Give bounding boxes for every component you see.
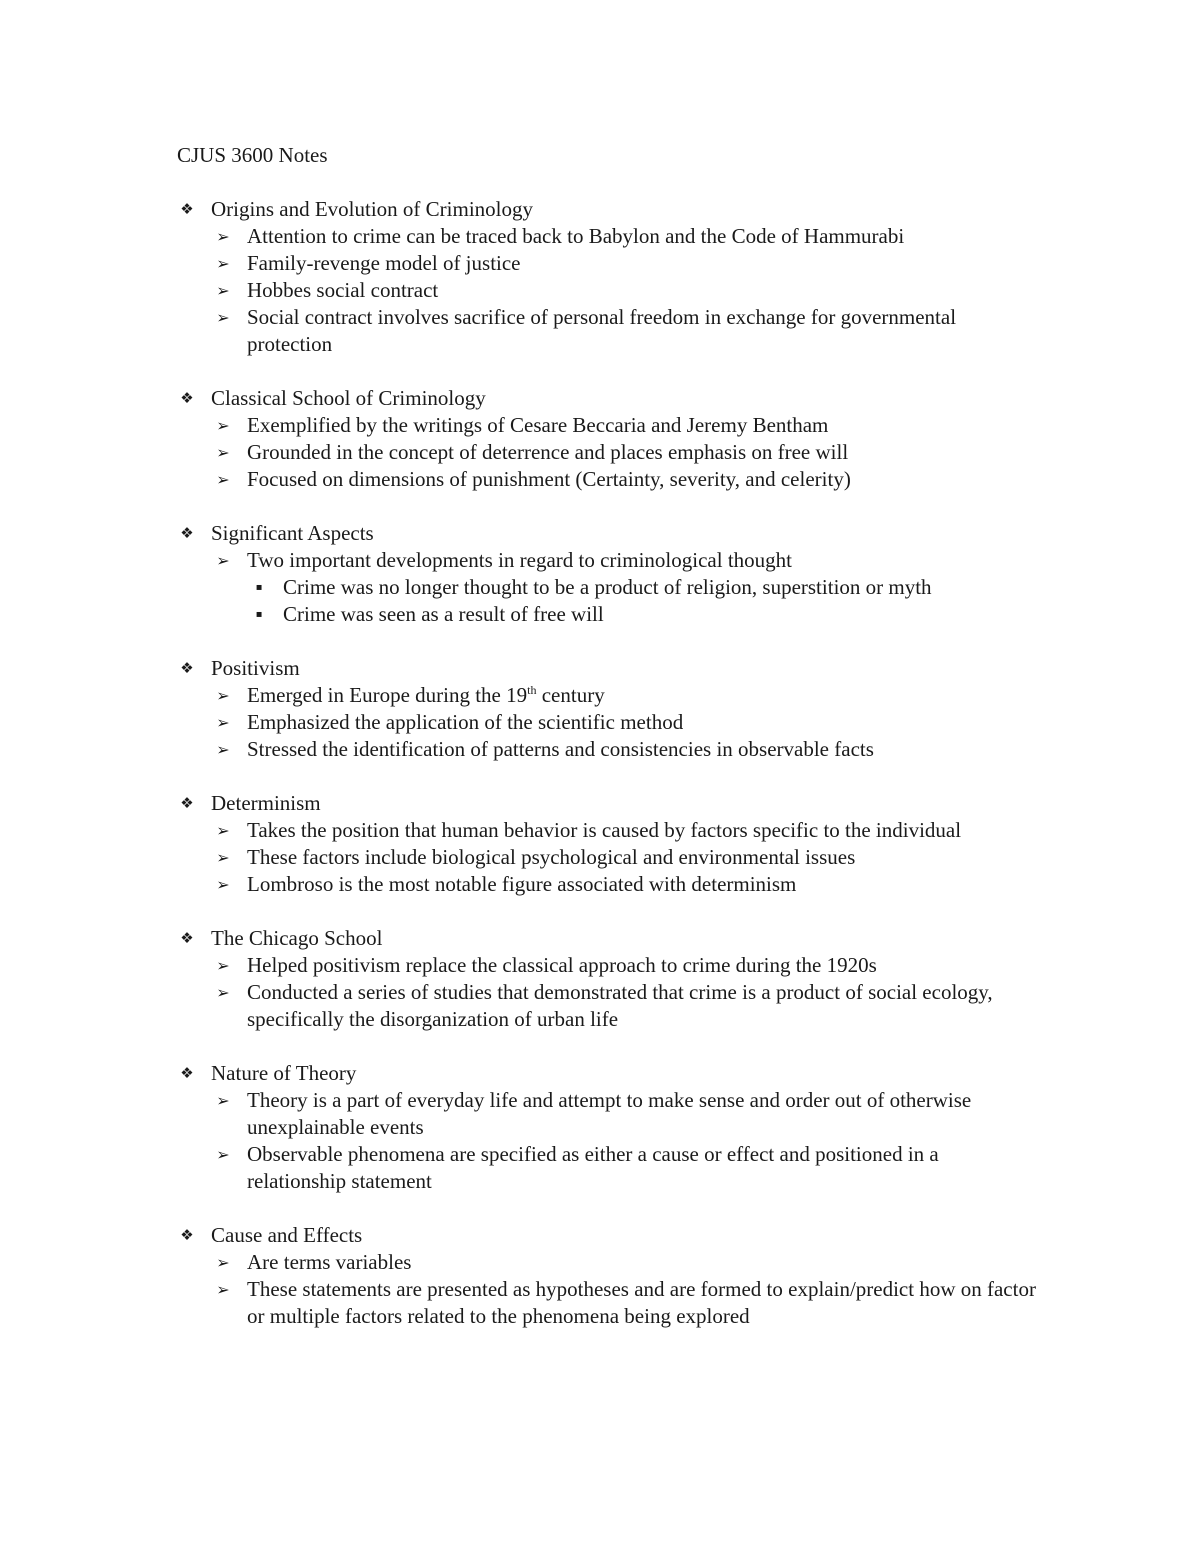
bullet-item [177,1141,1037,1195]
section-heading-text: Nature of Theory [211,1061,357,1085]
bullet-text: Helped positivism replace the classical approach to crime during the 1920s [247,953,877,977]
bullet-item [177,547,1037,574]
section-heading-text: Significant Aspects [211,521,374,545]
bullet-item [177,466,1037,493]
bullet-text: Social contract involves sacrifice of personal freedom in exchange for governmental protection [247,305,957,356]
superscript-ordinal: th [527,683,537,697]
outline-section [177,1060,1037,1195]
arrow-bullet-icon: ➢ [216,254,230,273]
bullet-item [177,682,1037,709]
bullet-text: Emerged in Europe during the 19 [247,683,528,707]
bullet-text: Family-revenge model of justice [247,251,521,275]
bullet-item [177,979,1037,1033]
bullet-item [177,304,1037,358]
section-heading [177,1222,1037,1249]
diamond-bullet-icon: ❖ [180,794,194,812]
diamond-bullet-icon: ❖ [180,524,194,542]
bullet-item [177,223,1037,250]
bullet-item [177,277,1037,304]
bullet-text: Takes the position that human behavior is caused by factors specific to the individual [247,818,962,842]
bullet-text: Are terms variables [247,1250,412,1274]
square-bullet-icon: ▪ [255,582,263,593]
bullet-text: Two important developments in regard to criminological thought [247,548,792,572]
bullet-text: These statements are presented as hypotheses and are formed to explain/predict how on factor or multiple factors related to the phenomena being explored [247,1277,1036,1328]
document-title: CJUS 3600 Notes [177,143,328,167]
outline-section [177,520,1037,628]
arrow-bullet-icon: ➢ [216,1091,230,1110]
bullet-item [177,817,1037,844]
section-heading [177,196,1037,223]
arrow-bullet-icon: ➢ [216,875,230,894]
section-heading-text: Cause and Effects [211,1223,363,1247]
arrow-bullet-icon: ➢ [216,227,230,246]
section-heading-text: Origins and Evolution of Criminology [211,197,533,221]
diamond-bullet-icon: ❖ [180,200,194,218]
outline-section [177,925,1037,1033]
bullet-text: Attention to crime can be traced back to Babylon and the Code of Hammurabi [247,224,905,248]
arrow-bullet-icon: ➢ [216,1253,230,1272]
arrow-bullet-icon: ➢ [216,470,230,489]
arrow-bullet-icon: ➢ [216,1145,230,1164]
bullet-text: Stressed the identification of patterns and consistencies in observable facts [247,737,874,761]
bullet-item [177,844,1037,871]
bullet-item [177,871,1037,898]
section-heading-text: The Chicago School [211,926,383,950]
section-heading [177,925,1037,952]
arrow-bullet-icon: ➢ [216,740,230,759]
bullet-text: Exemplified by the writings of Cesare Beccaria and Jeremy Bentham [247,413,829,437]
outline-section [177,790,1037,898]
bullet-text: Focused on dimensions of punishment (Certainty, severity, and celerity) [247,467,851,491]
section-heading-text: Classical School of Criminology [211,386,486,410]
sub-bullet-item [177,574,1037,601]
section-heading-text: Positivism [211,656,300,680]
bullet-text: Lombroso is the most notable figure associated with determinism [247,872,797,896]
bullet-text-continued: century [536,683,605,707]
bullet-text: Conducted a series of studies that demonstrated that crime is a product of social ecology, specifically the disorganization of urban life [247,980,993,1031]
sub-bullet-item [177,601,1037,628]
bullet-text: These factors include biological psychological and environmental issues [247,845,856,869]
outline-section [177,385,1037,493]
section-heading [177,520,1037,547]
bullet-item [177,736,1037,763]
outline-section [177,196,1037,358]
arrow-bullet-icon: ➢ [216,713,230,732]
bullet-item [177,250,1037,277]
arrow-bullet-icon: ➢ [216,983,230,1002]
notes-body [177,196,1037,1357]
diamond-bullet-icon: ❖ [180,659,194,677]
arrow-bullet-icon: ➢ [216,443,230,462]
bullet-text: Theory is a part of everyday life and attempt to make sense and order out of otherwise unexplainable events [247,1088,972,1139]
outline-section [177,1222,1037,1330]
section-heading [177,790,1037,817]
arrow-bullet-icon: ➢ [216,848,230,867]
arrow-bullet-icon: ➢ [216,956,230,975]
diamond-bullet-icon: ❖ [180,1226,194,1244]
arrow-bullet-icon: ➢ [216,416,230,435]
square-bullet-icon: ▪ [255,609,263,620]
bullet-text: Grounded in the concept of deterrence and places emphasis on free will [247,440,849,464]
sub-bullet-text: Crime was no longer thought to be a product of religion, superstition or myth [283,575,932,599]
bullet-item [177,709,1037,736]
outline-section [177,655,1037,763]
section-heading-text: Determinism [211,791,321,815]
bullet-item [177,412,1037,439]
arrow-bullet-icon: ➢ [216,281,230,300]
arrow-bullet-icon: ➢ [216,1280,230,1299]
arrow-bullet-icon: ➢ [216,551,230,570]
section-heading [177,1060,1037,1087]
bullet-item [177,1276,1037,1330]
bullet-text: Hobbes social contract [247,278,439,302]
diamond-bullet-icon: ❖ [180,929,194,947]
bullet-text: Observable phenomena are specified as either a cause or effect and positioned in a relationship statement [247,1142,939,1193]
arrow-bullet-icon: ➢ [216,686,230,705]
bullet-item [177,1087,1037,1141]
arrow-bullet-icon: ➢ [216,821,230,840]
diamond-bullet-icon: ❖ [180,389,194,407]
sub-bullet-text: Crime was seen as a result of free will [283,602,604,626]
bullet-item [177,952,1037,979]
section-heading [177,385,1037,412]
bullet-text: Emphasized the application of the scientific method [247,710,684,734]
bullet-item [177,439,1037,466]
bullet-item [177,1249,1037,1276]
diamond-bullet-icon: ❖ [180,1064,194,1082]
section-heading [177,655,1037,682]
arrow-bullet-icon: ➢ [216,308,230,327]
